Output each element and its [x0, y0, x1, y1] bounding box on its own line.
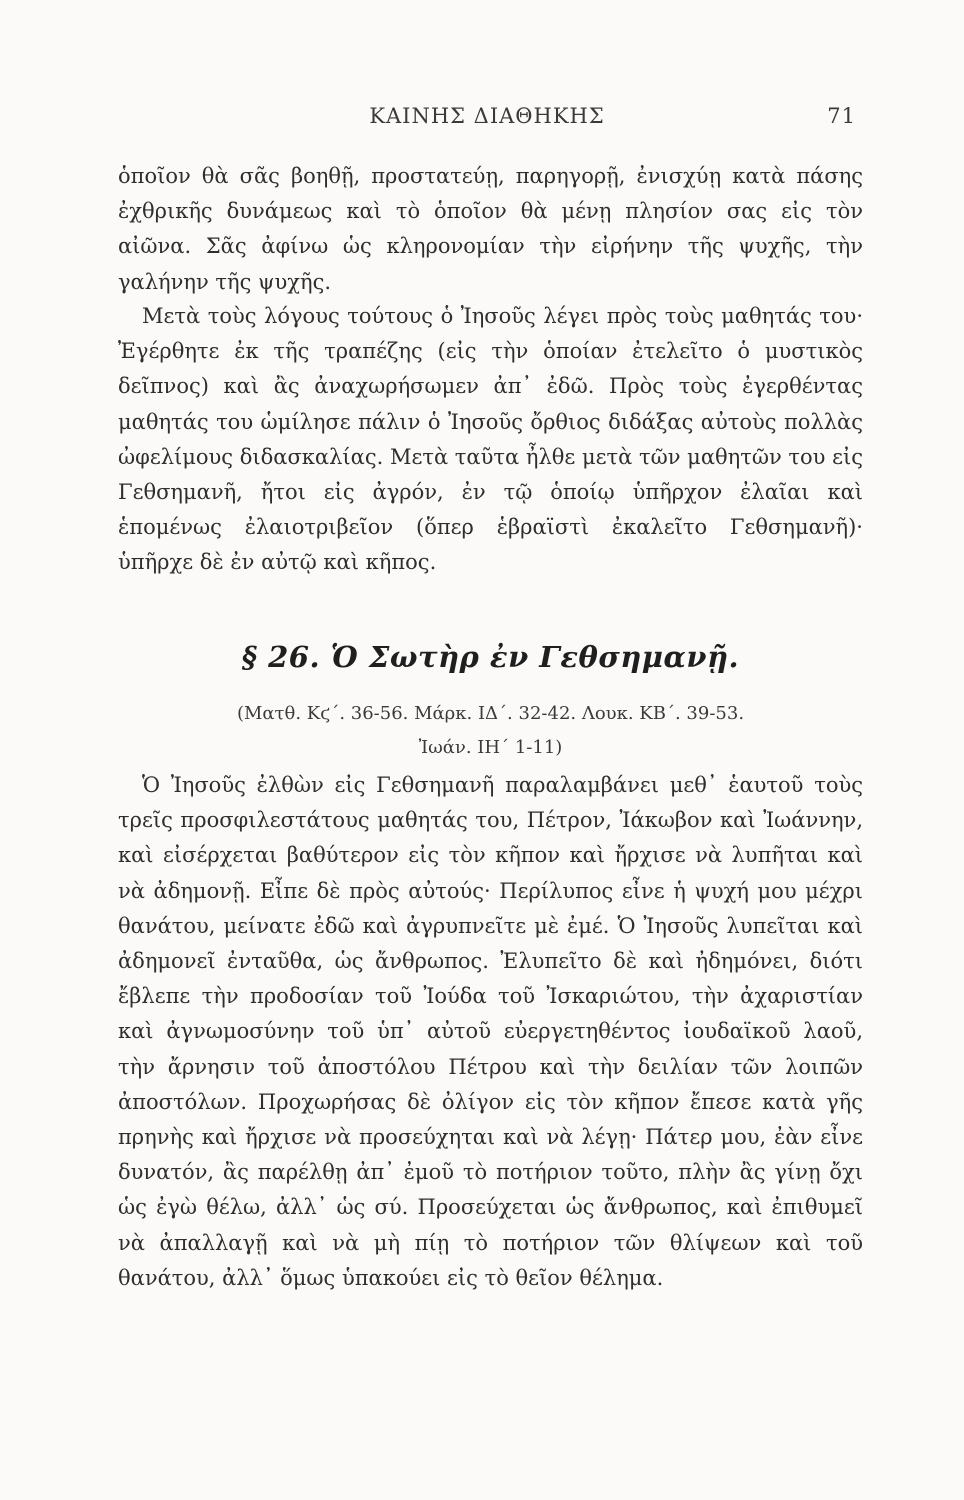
page-number: 71	[827, 104, 856, 128]
scripture-references: (Ματθ. Κϛ΄. 36-56. Μάρκ. ΙΔ΄. 32-42. Λουκ. ΚΒ΄. 39-53.	[236, 703, 745, 724]
running-title: ΚΑΙΝΗΣ ΔΙΑΘΗΚΗΣ	[369, 104, 605, 128]
running-header	[118, 104, 856, 134]
paragraph-gethsemane-arrival	[118, 299, 863, 581]
paragraph-continuation	[118, 159, 863, 300]
section-heading: § 26. Ὁ Σωτὴρ ἐν Γεθσημανῇ.	[241, 640, 740, 674]
paragraph-text: Ὁ Ἰησοῦς ἐλθὼν εἰς Γεθσημανῆ παραλαμβάνει μεθ᾽ ἑαυτοῦ τοὺς τρεῖς προσφιλεστάτους μαθητάς του, Πέτρον, Ἰάκωβον καὶ Ἰωάννην, καὶ εἰσέρχεται βαθύτερον εἰς τὸν κῆπον καὶ ἤρχισε νὰ λυπῆται καὶ νὰ ἀδημονῇ. Εἶπε δὲ πρὸς αὐτούς· Περίλυπος εἶνε ἡ ψυχή μου μέχρι θανάτου, μείνατε ἐδῶ καὶ ἀγρυπνεῖτε μὲ ἐμέ. Ὁ Ἰησοῦς λυπεῖται καὶ ἀδημονεῖ ἐνταῦθα, ὡς ἄνθρωπος. Ἐλυπεῖτο δὲ καὶ ἠδημόνει, διότι ἔβλεπε τὴν προδοσίαν τοῦ Ἰούδα τοῦ Ἰσκαριώτου, τὴν ἀχαριστίαν καὶ ἀγνωμοσύνην τοῦ ὑπ᾽ αὐτοῦ εὐεργετηθέντος ἰουδαϊκοῦ λαοῦ, τὴν ἄρνησιν τοῦ ἀποστόλου Πέτρου καὶ τὴν δειλίαν τῶν λοιπῶν ἀποστόλων. Προχωρήσας δὲ ὀλίγον εἰς τὸν κῆπον ἔπεσε κατὰ γῆς πρηνὴς καὶ ἤρχισε νὰ προσεύχηται καὶ νὰ λέγῃ· Πάτερ μου, ἐὰν εἶνε δυνατόν, ἂς παρέλθῃ ἀπ᾽ ἐμοῦ τὸ ποτήριον τοῦτο, πλὴν ἂς γίνῃ ὄχι ὡς ἐγὼ θέλω, ἀλλ᾽ ὡς σύ. Προσεύχεται ὡς ἄνθρωπος, καὶ ἐπιθυμεῖ νὰ ἀπαλλαγῇ καὶ νὰ μὴ πίῃ τὸ ποτήριον τῶν θλίψεων καὶ τοῦ θανάτου, ἀλλ᾽ ὅμως ὑπακούει εἰς τὸ θεῖον θέλημα.	[118, 773, 863, 1290]
scripture-references-continued: Ἰωάν. ΙΗ΄ 1-11)	[418, 737, 563, 758]
paragraph-text: Μετὰ τοὺς λόγους τούτους ὁ Ἰησοῦς λέγει πρὸς τοὺς μαθητάς του· Ἐγέρθητε ἐκ τῆς τραπέζης (εἰς τὴν ὁποίαν ἐτελεῖτο ὁ μυστικὸς δεῖπνος) καὶ ἂς ἀναχωρήσωμεν ἀπ᾽ ἐδῶ. Πρὸς τοὺς ἐγερθέντας μαθητάς του ὡμίλησε πάλιν ὁ Ἰησοῦς ὄρθιος διδάξας αὐτοὺς πολλὰς ὠφελίμους διδασκαλίας. Μετὰ ταῦτα ἦλθε μετὰ τῶν μαθητῶν του εἰς Γεθσημανῆ, ἤτοι εἰς ἀγρόν, ἐν τῷ ὁποίῳ ὑπῆρχον ἐλαῖαι καὶ ἑπομένως ἐλαιοτριβεῖον (ὅπερ ἑβραϊστὶ ἐκαλεῖτο Γεθσημανῆ)· ὑπῆρχε δὲ ἐν αὐτῷ καὶ κῆπος.	[118, 304, 863, 575]
section-body	[118, 768, 863, 1296]
paragraph-text: ὁποῖον θὰ σᾶς βοηθῇ, προστατεύῃ, παρηγορῇ, ἐνισχύῃ κατὰ πάσης ἐχθρικῆς δυνάμεως καὶ τὸ ὁποῖον θὰ μένῃ πλησίον σας εἰς τὸν αἰῶνα. Σᾶς ἀφίνω ὡς κληρονομίαν τὴν εἰρήνην τῆς ψυχῆς, τὴν γαλήνην τῆς ψυχῆς.	[118, 164, 863, 294]
